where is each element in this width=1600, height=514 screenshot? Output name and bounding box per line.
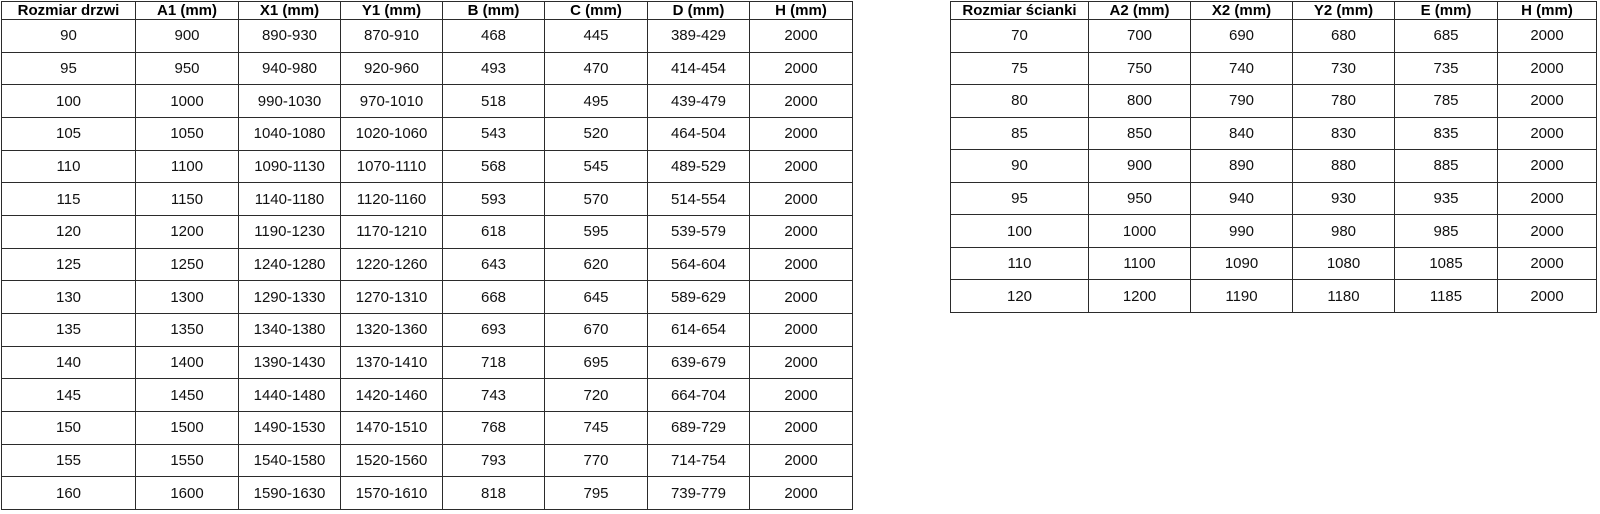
table-cell: 1500 [136,411,239,444]
table-cell: 1000 [1089,215,1191,248]
table-cell: 1550 [136,444,239,477]
table-cell: 700 [1089,20,1191,53]
table-cell: 739-779 [648,477,750,510]
table-row [951,20,1597,53]
table-cell: 1320-1360 [341,313,443,346]
table-cell: 100 [951,215,1089,248]
table-cell: 645 [545,281,648,314]
table-cell: 95 [951,182,1089,215]
table-cell: 1120-1160 [341,183,443,216]
table-cell: 1200 [1089,280,1191,313]
table-cell: 520 [545,117,648,150]
table-cell: 1400 [136,346,239,379]
table-cell: 643 [443,248,545,281]
table-cell: 693 [443,313,545,346]
table-cell: 115 [2,183,136,216]
table-row [951,280,1597,313]
table-cell: 1140-1180 [239,183,341,216]
table-row [2,444,853,477]
table-cell: 620 [545,248,648,281]
table-cell: 514-554 [648,183,750,216]
table-cell: 2000 [750,379,853,412]
table-row [2,150,853,183]
table-cell: 1470-1510 [341,411,443,444]
column-header: B (mm) [443,2,545,20]
table-cell: 439-479 [648,85,750,118]
table-cell: 1420-1460 [341,379,443,412]
table-row [2,85,853,118]
table-cell: 1190-1230 [239,215,341,248]
table-cell: 1150 [136,183,239,216]
table-cell: 110 [2,150,136,183]
table-cell: 2000 [750,20,853,53]
table-cell: 720 [545,379,648,412]
column-header: Y2 (mm) [1293,2,1395,20]
table-row [951,247,1597,280]
door-size-spec-table [1,1,853,510]
table-cell: 685 [1395,20,1498,53]
header-row [951,2,1597,20]
column-header: D (mm) [648,2,750,20]
column-header: E (mm) [1395,2,1498,20]
table-cell: 543 [443,117,545,150]
table-cell: 900 [136,20,239,53]
table-cell: 589-629 [648,281,750,314]
table-row [2,411,853,444]
table-cell: 818 [443,477,545,510]
table-cell: 743 [443,379,545,412]
table-cell: 2000 [750,52,853,85]
table-cell: 414-454 [648,52,750,85]
table-cell: 730 [1293,52,1395,85]
column-header: A1 (mm) [136,2,239,20]
table-row [2,346,853,379]
column-header: X2 (mm) [1191,2,1293,20]
table-cell: 595 [545,215,648,248]
table-cell: 695 [545,346,648,379]
column-header: Rozmiar drzwi [2,2,136,20]
table-cell: 2000 [750,248,853,281]
table-row [951,215,1597,248]
table-cell: 110 [951,247,1089,280]
table-cell: 160 [2,477,136,510]
table-cell: 920-960 [341,52,443,85]
table-cell: 980 [1293,215,1395,248]
table-cell: 120 [951,280,1089,313]
column-header: Rozmiar ścianki [951,2,1089,20]
table-cell: 470 [545,52,648,85]
table-cell: 518 [443,85,545,118]
column-header: C (mm) [545,2,648,20]
table-cell: 1090-1130 [239,150,341,183]
table-cell: 1490-1530 [239,411,341,444]
table-cell: 150 [2,411,136,444]
table-cell: 793 [443,444,545,477]
table-cell: 2000 [750,477,853,510]
table-cell: 1590-1630 [239,477,341,510]
table-cell: 125 [2,248,136,281]
table-cell: 1340-1380 [239,313,341,346]
table-row [951,117,1597,150]
table-cell: 1250 [136,248,239,281]
table-cell: 135 [2,313,136,346]
table-cell: 745 [545,411,648,444]
table-cell: 1520-1560 [341,444,443,477]
table-cell: 1050 [136,117,239,150]
table-cell: 1270-1310 [341,281,443,314]
table-cell: 2000 [750,215,853,248]
table-cell: 155 [2,444,136,477]
table-cell: 75 [951,52,1089,85]
table-cell: 2000 [750,281,853,314]
table-cell: 105 [2,117,136,150]
table-cell: 718 [443,346,545,379]
table-cell: 2000 [750,183,853,216]
table-cell: 750 [1089,52,1191,85]
table-cell: 1100 [1089,247,1191,280]
table-cell: 890-930 [239,20,341,53]
table-cell: 940 [1191,182,1293,215]
table-row [951,52,1597,85]
table-cell: 493 [443,52,545,85]
table-cell: 145 [2,379,136,412]
table-cell: 790 [1191,85,1293,118]
table-cell: 618 [443,215,545,248]
table-cell: 130 [2,281,136,314]
table-cell: 1185 [1395,280,1498,313]
table-cell: 1570-1610 [341,477,443,510]
table-cell: 568 [443,150,545,183]
table-cell: 950 [1089,182,1191,215]
table-row [2,20,853,53]
table-cell: 800 [1089,85,1191,118]
table-cell: 1240-1280 [239,248,341,281]
table-cell: 840 [1191,117,1293,150]
table-cell: 885 [1395,150,1498,183]
table-cell: 890 [1191,150,1293,183]
table-cell: 870-910 [341,20,443,53]
table-cell: 1020-1060 [341,117,443,150]
table-cell: 1370-1410 [341,346,443,379]
table-cell: 593 [443,183,545,216]
table-row [951,85,1597,118]
table-cell: 935 [1395,182,1498,215]
column-header: H (mm) [1498,2,1597,20]
table-cell: 670 [545,313,648,346]
table-cell: 80 [951,85,1089,118]
table-row [2,183,853,216]
table-row [2,248,853,281]
column-header: A2 (mm) [1089,2,1191,20]
table-cell: 735 [1395,52,1498,85]
table-cell: 614-654 [648,313,750,346]
table-cell: 90 [951,150,1089,183]
table-cell: 1000 [136,85,239,118]
table-cell: 970-1010 [341,85,443,118]
table-cell: 835 [1395,117,1498,150]
table-cell: 639-679 [648,346,750,379]
table-cell: 780 [1293,85,1395,118]
table-row [951,150,1597,183]
table-row [2,281,853,314]
table-row [2,379,853,412]
table-cell: 489-529 [648,150,750,183]
table-cell: 539-579 [648,215,750,248]
table-cell: 2000 [1498,85,1597,118]
table-cell: 940-980 [239,52,341,85]
table-cell: 795 [545,477,648,510]
table-cell: 1085 [1395,247,1498,280]
table-cell: 570 [545,183,648,216]
table-row [2,477,853,510]
table-cell: 900 [1089,150,1191,183]
table-cell: 1390-1430 [239,346,341,379]
table-row [2,215,853,248]
table-cell: 100 [2,85,136,118]
table-cell: 2000 [1498,20,1597,53]
table-cell: 850 [1089,117,1191,150]
table-row [2,52,853,85]
table-cell: 2000 [1498,280,1597,313]
table-cell: 1190 [1191,280,1293,313]
column-header: H (mm) [750,2,853,20]
wall-size-spec-table [950,1,1597,313]
table-cell: 1540-1580 [239,444,341,477]
table-cell: 1070-1110 [341,150,443,183]
table-row [2,117,853,150]
table-cell: 768 [443,411,545,444]
table-cell: 1180 [1293,280,1395,313]
table-cell: 1290-1330 [239,281,341,314]
table-cell: 2000 [1498,150,1597,183]
table-cell: 2000 [1498,215,1597,248]
table-cell: 2000 [750,150,853,183]
table-cell: 1350 [136,313,239,346]
table-cell: 770 [545,444,648,477]
table-cell: 545 [545,150,648,183]
table-cell: 1200 [136,215,239,248]
table-cell: 985 [1395,215,1498,248]
table-cell: 785 [1395,85,1498,118]
table-cell: 2000 [1498,182,1597,215]
table-cell: 2000 [750,85,853,118]
table-cell: 2000 [750,346,853,379]
table-cell: 2000 [1498,247,1597,280]
column-header: X1 (mm) [239,2,341,20]
table-cell: 1600 [136,477,239,510]
header-row [2,2,853,20]
table-cell: 1170-1210 [341,215,443,248]
table-cell: 140 [2,346,136,379]
table-cell: 564-604 [648,248,750,281]
table-row [951,182,1597,215]
table-cell: 468 [443,20,545,53]
table-cell: 880 [1293,150,1395,183]
table-cell: 95 [2,52,136,85]
table-cell: 2000 [1498,117,1597,150]
table-cell: 1090 [1191,247,1293,280]
table-cell: 1080 [1293,247,1395,280]
table-cell: 664-704 [648,379,750,412]
table-cell: 2000 [1498,52,1597,85]
table-cell: 495 [545,85,648,118]
column-header: Y1 (mm) [341,2,443,20]
table-cell: 1220-1260 [341,248,443,281]
table-cell: 740 [1191,52,1293,85]
table-cell: 2000 [750,444,853,477]
table-cell: 689-729 [648,411,750,444]
table-cell: 668 [443,281,545,314]
table-cell: 70 [951,20,1089,53]
table-cell: 85 [951,117,1089,150]
table-cell: 714-754 [648,444,750,477]
table-cell: 90 [2,20,136,53]
table-cell: 1440-1480 [239,379,341,412]
table-row [2,313,853,346]
table-cell: 464-504 [648,117,750,150]
table-cell: 690 [1191,20,1293,53]
table-cell: 389-429 [648,20,750,53]
table-cell: 1450 [136,379,239,412]
table-cell: 2000 [750,411,853,444]
table-cell: 120 [2,215,136,248]
table-cell: 680 [1293,20,1395,53]
table-cell: 1100 [136,150,239,183]
table-cell: 1300 [136,281,239,314]
table-cell: 2000 [750,313,853,346]
table-cell: 830 [1293,117,1395,150]
table-cell: 990 [1191,215,1293,248]
table-cell: 990-1030 [239,85,341,118]
table-cell: 445 [545,20,648,53]
table-cell: 950 [136,52,239,85]
table-cell: 1040-1080 [239,117,341,150]
table-cell: 930 [1293,182,1395,215]
table-cell: 2000 [750,117,853,150]
